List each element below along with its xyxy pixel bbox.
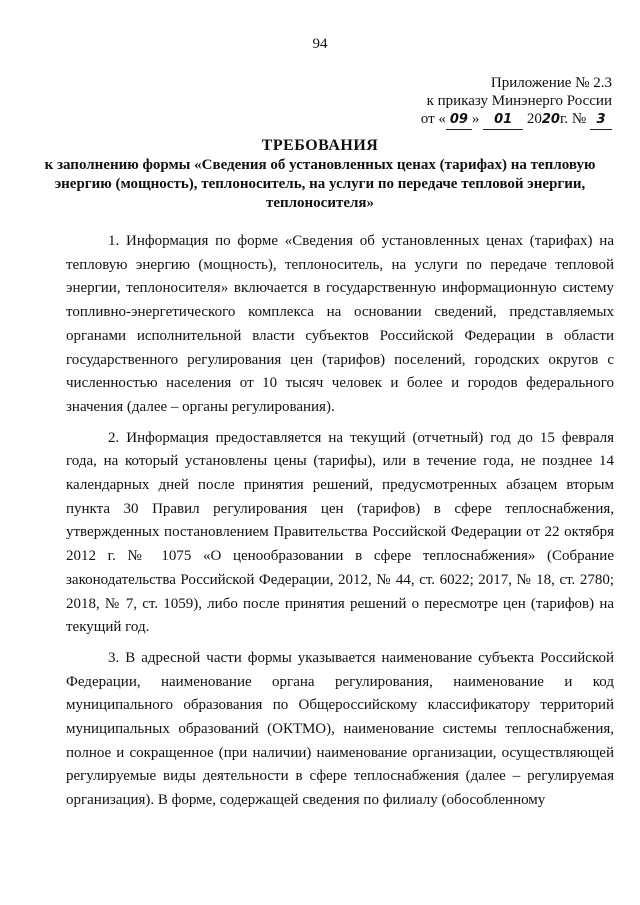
handwritten-year: 20 — [541, 112, 560, 127]
appendix-order: к приказу Минэнерго России — [426, 93, 612, 109]
appendix-header — [392, 74, 612, 130]
appendix-date-line — [392, 110, 612, 130]
paragraph-2: 2. Информация предоставляется на текущий (отчетный) год до 15 февраля года, на который установлены цены (тарифы), или в течение года, не позднее 14 календарных дней после принятия решений, предусмотренных абзацем вторым пункта 30 Правил регулирования цен (тарифов) в сфере теплоснабжения, утвержденных постановлением Правительства Российской Федерации от 22 октября 2012 г. № 1075 «О ценообразовании в сфере теплоснабжения» (Собрание законодательства Российской Федерации, 2012, № 44, ст. 6022; 2017, № 18, ст. 2780; 2018, № 7, ст. 1059), либо после принятия решений о пересмотре цен (тарифов) на текущий год. — [66, 429, 614, 636]
handwritten-month: 01 — [483, 111, 523, 130]
document-body — [66, 230, 614, 813]
date-quote: » — [471, 111, 480, 127]
document-title: ТРЕБОВАНИЯ — [261, 137, 379, 154]
handwritten-day: 09 — [446, 111, 472, 130]
date-suffix: г. № — [559, 111, 587, 127]
year-prefix: 20 — [526, 111, 542, 127]
handwritten-order-number: 3 — [590, 111, 612, 130]
document-subtitle: к заполнению формы «Сведения об установленных ценах (тарифах) на тепловую энергию (мощность), теплоноситель, на услуги по передаче тепловой энергии, теплоносителя» — [44, 157, 596, 211]
paragraph-1: 1. Информация по форме «Сведения об установленных ценах (тарифах) на тепловую энергию (мощность), теплоноситель, на услуги по передаче тепловой энергии, теплоносителя» включается в государственную информационную систему топливно-энергетического комплекса на основании сведений, представляемых органами исполнительной власти субъектов Российской Федерации в области государственного регулирования цен (тарифов) поселений, городских округов с численностью населения от 10 тысяч человек и более и городов федерального значения (далее – органы регулирования). — [66, 233, 614, 415]
document-heading — [40, 136, 600, 213]
paragraph-3: 3. В адресной части формы указывается наименование субъекта Российской Федерации, наименование органа регулирования, наименование и код муниципального образования по Общероссийскому классификатору территорий муниципальных образований (ОКТМО), наименование системы теплоснабжения, полное и сокращенное (при наличии) наименование организации, осуществляющей регулируемые виды деятельности в сфере теплоснабжения (далее – регулируемая организация). В форме, содержащей сведения по филиалу (обособленному — [66, 649, 614, 809]
date-prefix: от « — [420, 111, 446, 127]
appendix-title: Приложение № 2.3 — [490, 75, 612, 91]
page-number: 94 — [312, 36, 328, 52]
